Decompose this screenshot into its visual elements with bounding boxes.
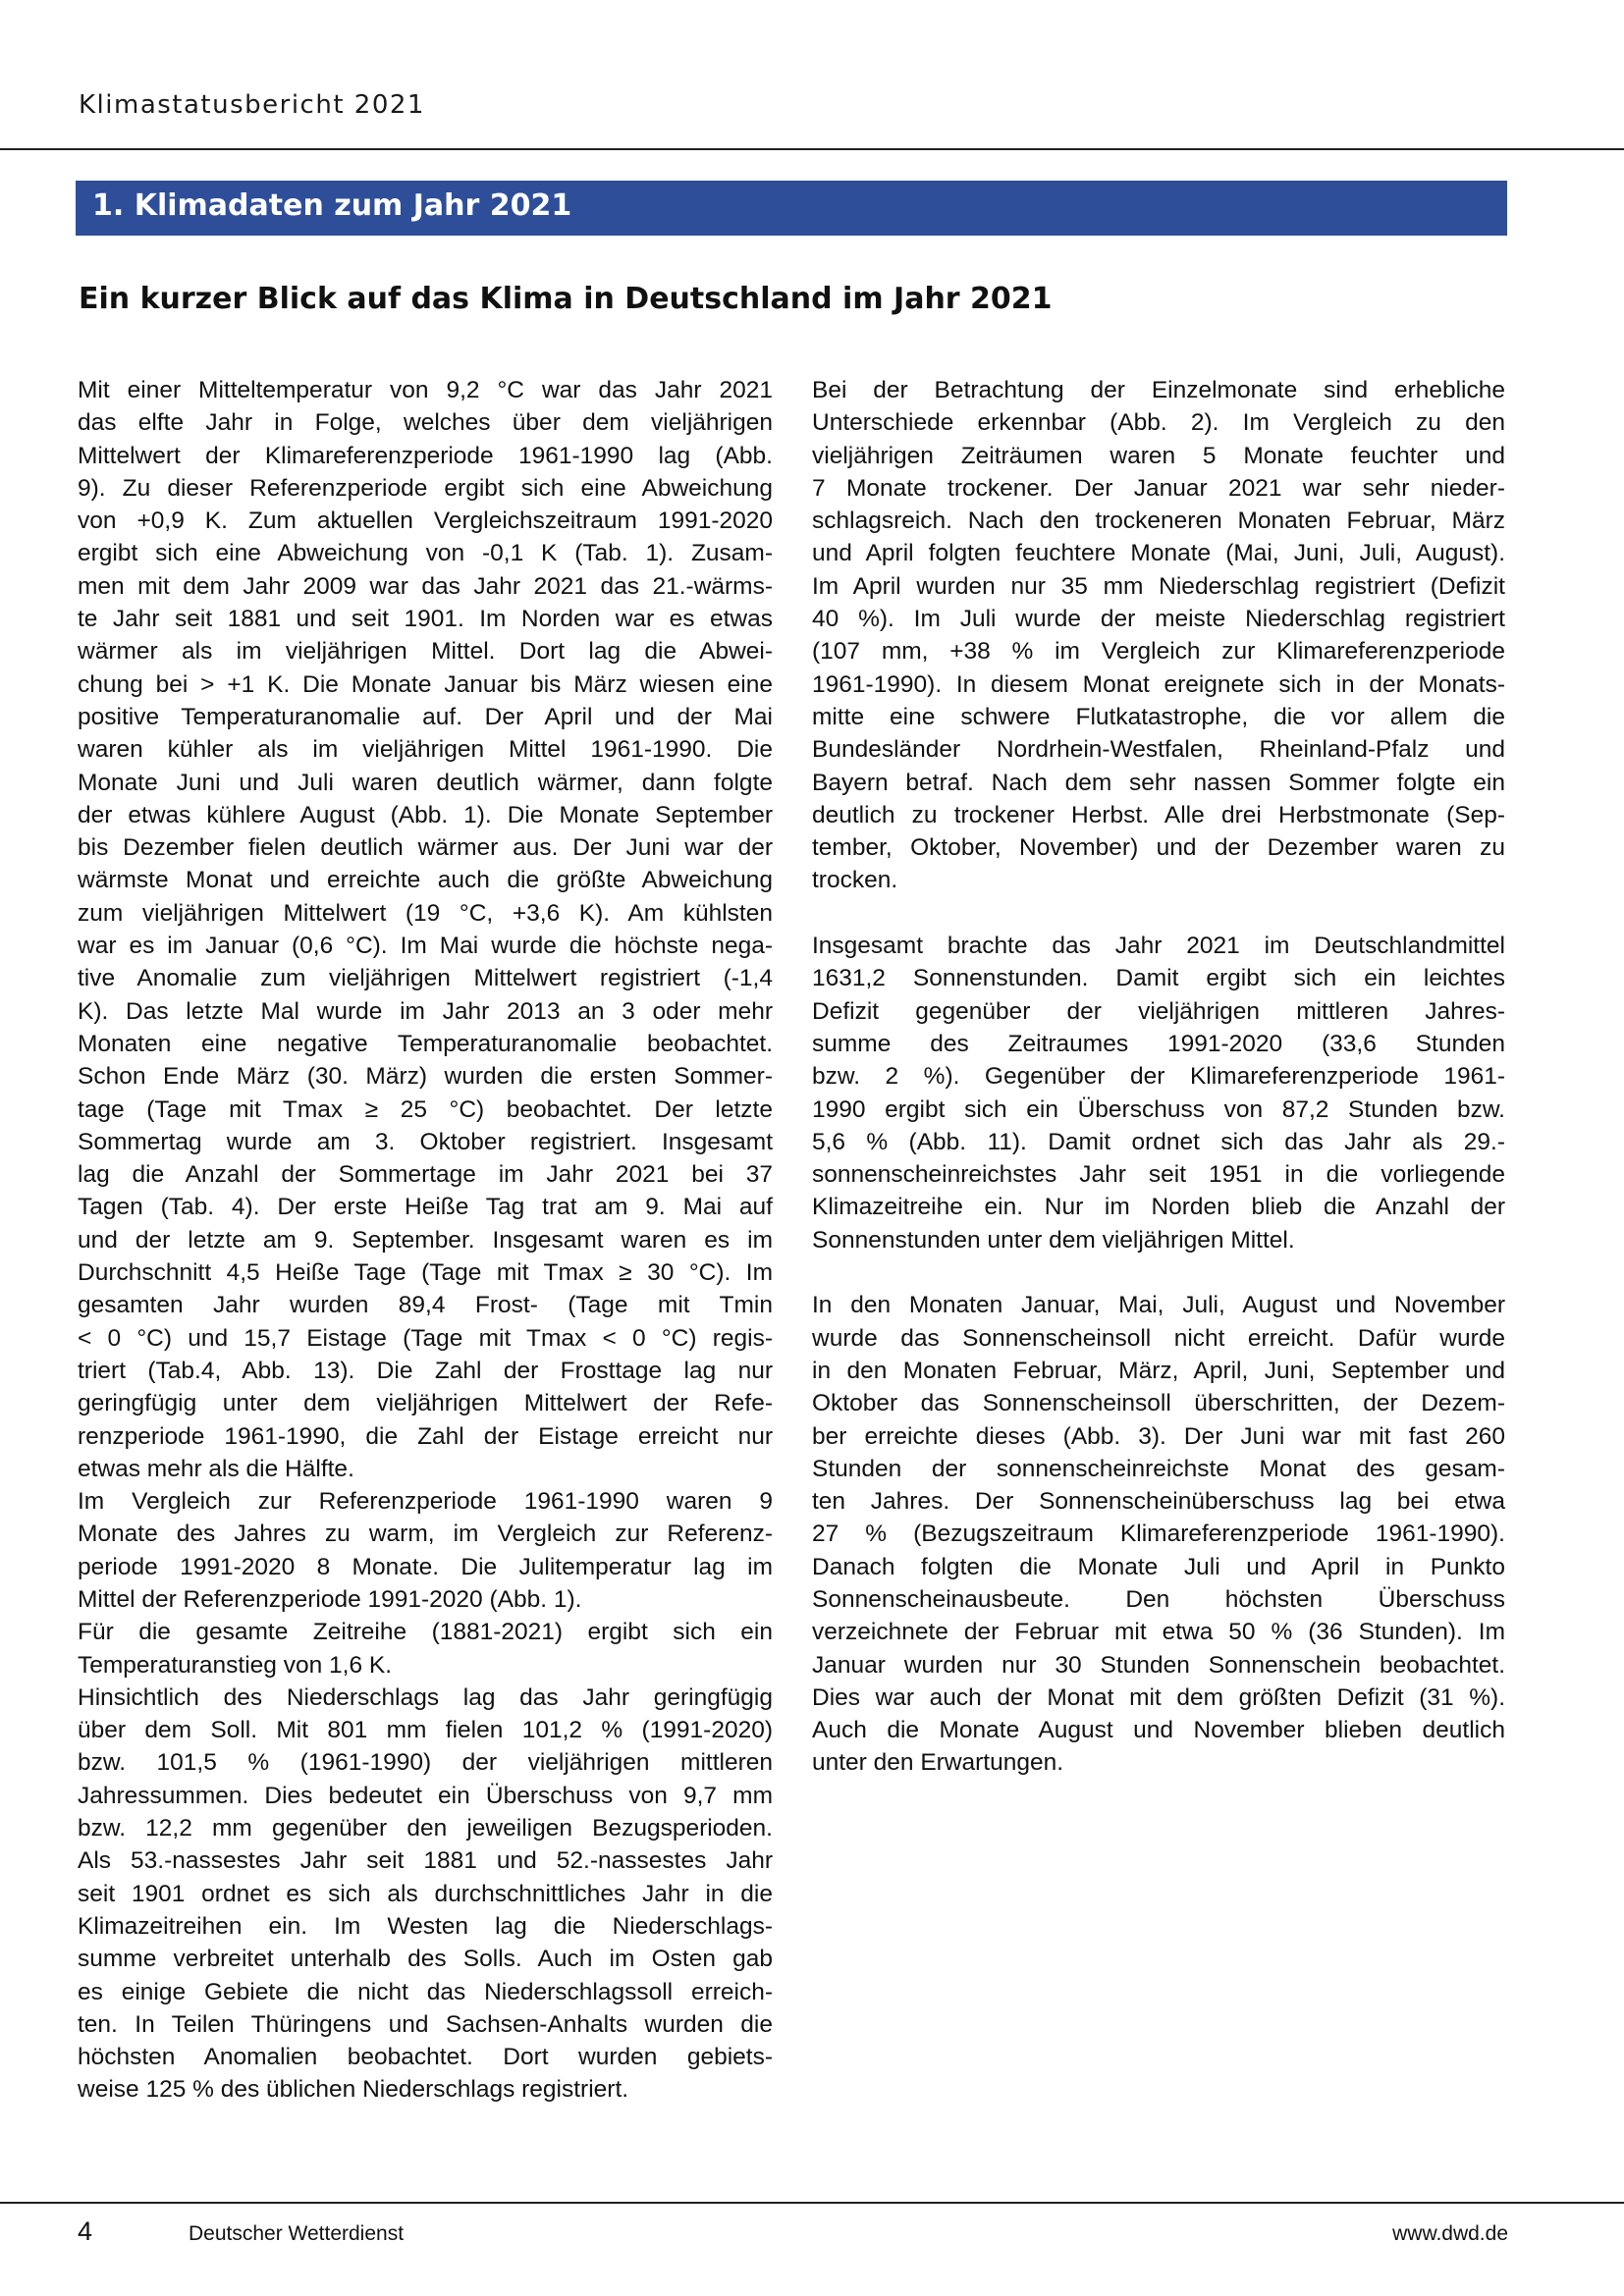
text-line: mitte eine schwere Flutkatastrophe, die vor allem die — [812, 703, 1505, 730]
text-line: Mittelwert der Klimareferenzperiode 1961-1990 lag (Abb. — [78, 442, 773, 469]
running-header-title: Klimastatusbericht 2021 — [79, 90, 425, 120]
text-line: Danach folgten die Monate Juli und April in Punkto — [812, 1553, 1505, 1580]
text-line: sonnenscheinreichstes Jahr seit 1951 in die vorliegende — [812, 1161, 1505, 1189]
text-line: 1631,2 Sonnenstunden. Damit ergibt sich ein leichtes — [812, 965, 1505, 992]
text-line: Mit einer Mitteltemperatur von 9,2 °C war das Jahr 2021 — [78, 377, 773, 403]
text-line: waren kühler als im vieljährigen Mittel 1961-1990. Die — [78, 736, 773, 764]
footer-publisher: Deutscher Wetterdienst — [189, 2222, 405, 2245]
text-line: Monate Juni und Juli waren deutlich wärmer, dann folgte — [78, 769, 773, 796]
text-line: summe des Zeitraumes 1991-2020 (33,6 Stunden — [812, 1030, 1505, 1057]
paragraph — [78, 374, 773, 1485]
text-line: Jahressummen. Dies bedeutet ein Überschuss von 9,7 mm — [78, 1782, 773, 1809]
text-line: weise 125 % des üblichen Niederschlags registriert. — [78, 2076, 629, 2104]
text-line: Stunden der sonnenscheinreichste Monat des gesam- — [812, 1455, 1505, 1482]
text-line: Mittel der Referenzperiode 1991-2020 (Abb. 1). — [78, 1585, 582, 1613]
text-line: zum vieljährigen Mittelwert (19 °C, +3,6 K). Am kühlsten — [78, 899, 773, 927]
page-number: 4 — [78, 2216, 93, 2246]
text-line: Im Vergleich zur Referenzperiode 1961-1990 waren 9 — [78, 1488, 773, 1516]
text-line: schlagsreich. Nach den trockeneren Monaten Februar, März — [812, 507, 1505, 535]
article-subheading: Ein kurzer Blick auf das Klima in Deutschland im Jahr 2021 — [79, 282, 1053, 316]
text-line: Temperaturanstieg von 1,6 K. — [78, 1651, 393, 1679]
text-line: Bundesländer Nordrhein-Westfalen, Rheinland-Pfalz und — [812, 736, 1505, 764]
text-line: bzw. 2 %). Gegenüber der Klimareferenzperiode 1961- — [812, 1063, 1505, 1091]
text-line: Bayern betraf. Nach dem sehr nassen Sommer folgte ein — [812, 769, 1505, 796]
text-line: bis Dezember fielen deutlich wärmer aus. Der Juni war der — [78, 834, 773, 862]
text-line: Januar wurden nur 30 Stunden Sonnenschein beobachtet. — [812, 1651, 1505, 1679]
text-line: summe verbreitet unterhalb des Solls. Auch im Osten gab — [78, 1946, 773, 1973]
right-text-column — [812, 374, 1505, 1780]
text-line: in den Monaten Februar, März, April, Juni, September und — [812, 1357, 1505, 1384]
text-line: positive Temperaturanomalie auf. Der April und der Mai — [78, 703, 773, 730]
text-line: chung bei > +1 K. Die Monate Januar bis März wiesen eine — [78, 670, 773, 698]
left-text-column — [78, 374, 773, 2107]
text-line: und April folgten feuchtere Monate (Mai, Juni, Juli, August). — [812, 540, 1505, 567]
text-line: K). Das letzte Mal wurde im Jahr 2013 an 3 oder mehr — [78, 997, 773, 1025]
text-line: bzw. 12,2 mm gegenüber den jeweiligen Bezugsperioden. — [78, 1815, 773, 1842]
text-line: Monaten eine negative Temperaturanomalie beobachtet. — [78, 1030, 773, 1057]
text-line: bzw. 101,5 % (1961-1990) der vieljährigen mittleren — [78, 1749, 773, 1777]
text-line: Hinsichtlich des Niederschlags lag das Jahr geringfügig — [78, 1683, 773, 1711]
text-line: Monate des Jahres zu warm, im Vergleich zur Referenz- — [78, 1521, 773, 1548]
text-line: periode 1991-2020 8 Monate. Die Julitemperatur lag im — [78, 1553, 773, 1580]
text-line: ber erreichte dieses (Abb. 3). Der Juni war mit fast 260 — [812, 1422, 1505, 1450]
text-line: In den Monaten Januar, Mai, Juli, August und November — [812, 1292, 1505, 1319]
text-line: 1961-1990). In diesem Monat ereignete sich in der Monats- — [812, 670, 1505, 698]
paragraph — [78, 1485, 773, 1616]
text-line: wärmer als im vieljährigen Mittel. Dort lag die Abwei- — [78, 638, 773, 666]
text-line: Oktober das Sonnenscheinsoll überschritten, der Dezem- — [812, 1390, 1505, 1417]
text-line: 5,6 % (Abb. 11). Damit ordnet sich das Jahr als 29.- — [812, 1128, 1505, 1155]
text-line: 27 % (Bezugszeitraum Klimareferenzperiode 1961-1990). — [812, 1521, 1505, 1548]
text-line: renzperiode 1961-1990, die Zahl der Eistage erreicht nur — [78, 1422, 773, 1450]
text-line: vieljährigen Zeiträumen waren 5 Monate feuchter und — [812, 442, 1505, 469]
text-line: 7 Monate trockener. Der Januar 2021 war sehr nieder- — [812, 474, 1505, 502]
text-line: Dies war auch der Monat mit dem größten Defizit (31 %). — [812, 1683, 1505, 1711]
text-line: trocken. — [812, 867, 898, 894]
text-line: war es im Januar (0,6 °C). Im Mai wurde die höchste nega- — [78, 933, 773, 960]
text-line: te Jahr seit 1881 und seit 1901. Im Norden war es etwas — [78, 606, 773, 633]
text-line: das elfte Jahr in Folge, welches über dem vieljährigen — [78, 409, 773, 437]
text-line: 1990 ergibt sich ein Überschuss von 87,2 Stunden bzw. — [812, 1095, 1505, 1123]
text-line: 9). Zu dieser Referenzperiode ergibt sich eine Abweichung — [78, 474, 773, 502]
text-line: ten Jahres. Der Sonnenscheinüberschuss lag bei etwa — [812, 1488, 1505, 1516]
text-line: wärmste Monat und erreichte auch die größte Abweichung — [78, 867, 773, 894]
text-line: 40 %). Im Juli wurde der meiste Niederschlag registriert — [812, 606, 1505, 633]
text-line: Sommertag wurde am 3. Oktober registriert. Insgesamt — [78, 1128, 773, 1155]
text-line: Durchschnitt 4,5 Heiße Tage (Tage mit Tmax ≥ 30 °C). Im — [78, 1259, 773, 1287]
text-line: Als 53.-nassestes Jahr seit 1881 und 52.-nassestes Jahr — [78, 1847, 773, 1875]
text-line: Insgesamt brachte das Jahr 2021 im Deutschlandmittel — [812, 933, 1505, 960]
paragraph — [812, 1289, 1505, 1779]
text-line: Sonnenstunden unter dem vieljährigen Mittel. — [812, 1226, 1295, 1254]
text-line: men mit dem Jahr 2009 war das Jahr 2021 das 21.-wärms- — [78, 572, 773, 600]
footer-divider — [0, 2202, 1624, 2204]
text-line: etwas mehr als die Hälfte. — [78, 1455, 354, 1482]
text-line: Im April wurden nur 35 mm Niederschlag registriert (Defizit — [812, 572, 1505, 600]
text-line: von +0,9 K. Zum aktuellen Vergleichszeitraum 1991-2020 — [78, 507, 773, 535]
text-line: Klimazeitreihe ein. Nur im Norden blieb die Anzahl der — [812, 1194, 1505, 1221]
text-line: wurde das Sonnenscheinsoll nicht erreicht. Dafür wurde — [812, 1324, 1505, 1352]
paragraph-gap — [812, 897, 1505, 930]
text-line: höchsten Anomalien beobachtet. Dort wurden gebiets- — [78, 2044, 773, 2071]
paragraph — [812, 374, 1505, 897]
text-line: triert (Tab.4, Abb. 13). Die Zahl der Frosttage lag nur — [78, 1357, 773, 1384]
text-line: gesamten Jahr wurden 89,4 Frost- (Tage mit Tmin — [78, 1292, 773, 1319]
text-line: tage (Tage mit Tmax ≥ 25 °C) beobachtet. Der letzte — [78, 1095, 773, 1123]
text-line: verzeichnete der Februar mit etwa 50 % (36 Stunden). Im — [812, 1619, 1505, 1646]
header-divider — [0, 148, 1624, 150]
text-line: deutlich zu trockener Herbst. Alle drei Herbstmonate (Sep- — [812, 801, 1505, 828]
text-line: der etwas kühlere August (Abb. 1). Die Monate September — [78, 801, 773, 828]
text-line: tember, Oktober, November) und der Dezember waren zu — [812, 834, 1505, 862]
text-line: und der letzte am 9. September. Insgesamt waren es im — [78, 1226, 773, 1254]
text-line: lag die Anzahl der Sommertage im Jahr 2021 bei 37 — [78, 1161, 773, 1189]
text-line: Unterschiede erkennbar (Abb. 2). Im Vergleich zu den — [812, 409, 1505, 437]
text-line: Defizit gegenüber der vieljährigen mittleren Jahres- — [812, 997, 1505, 1025]
text-line: Auch die Monate August und November blieben deutlich — [812, 1717, 1505, 1744]
footer-url-link[interactable]: www.dwd.de — [1392, 2222, 1508, 2245]
text-line: (107 mm, +38 % im Vergleich zur Klimareferenzperiode — [812, 638, 1505, 666]
text-line: < 0 °C) und 15,7 Eistage (Tage mit Tmax < 0 °C) regis- — [78, 1324, 773, 1352]
paragraph-gap — [812, 1256, 1505, 1289]
section-title: 1. Klimadaten zum Jahr 2021 — [92, 188, 572, 223]
text-line: Schon Ende März (30. März) wurden die ersten Sommer- — [78, 1063, 773, 1091]
text-line: über dem Soll. Mit 801 mm fielen 101,2 % (1991-2020) — [78, 1717, 773, 1744]
text-line: Für die gesamte Zeitreihe (1881-2021) ergibt sich ein — [78, 1619, 773, 1646]
text-line: ergibt sich eine Abweichung von -0,1 K (Tab. 1). Zusam- — [78, 540, 773, 567]
text-line: geringfügig unter dem vieljährigen Mittelwert der Refe- — [78, 1390, 773, 1417]
text-line: Sonnenscheinausbeute. Den höchsten Überschuss — [812, 1585, 1505, 1613]
text-line: ten. In Teilen Thüringens und Sachsen-Anhalts wurden die — [78, 2010, 773, 2038]
text-line: es einige Gebiete die nicht das Niederschlagssoll erreich- — [78, 1978, 773, 2005]
paragraph — [78, 1682, 773, 2107]
text-line: Bei der Betrachtung der Einzelmonate sind erhebliche — [812, 377, 1505, 403]
text-line: Klimazeitreihen ein. Im Westen lag die Niederschlags- — [78, 1912, 773, 1940]
text-line: seit 1901 ordnet es sich als durchschnittliches Jahr in die — [78, 1880, 773, 1907]
paragraph — [812, 930, 1505, 1256]
text-line: tive Anomalie zum vieljährigen Mittelwert registriert (-1,4 — [78, 965, 773, 992]
text-line: Tagen (Tab. 4). Der erste Heiße Tag trat am 9. Mai auf — [78, 1194, 773, 1221]
text-line: unter den Erwartungen. — [812, 1749, 1064, 1777]
paragraph — [78, 1616, 773, 1682]
